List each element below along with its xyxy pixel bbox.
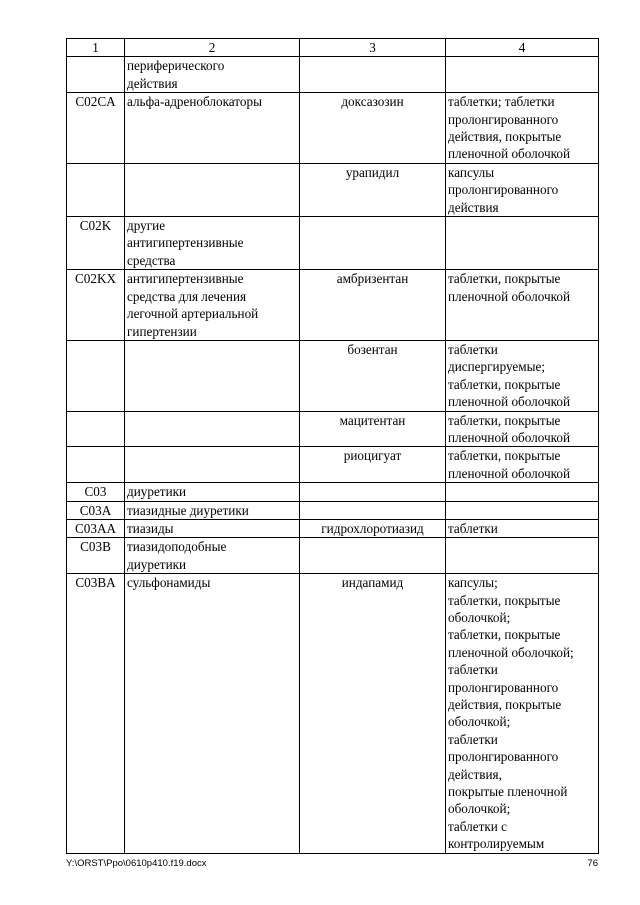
table-row — [67, 411, 599, 447]
cell-group — [125, 411, 300, 447]
cell-drug — [300, 538, 446, 574]
header-cell-3: 3 — [300, 39, 446, 57]
cell-drug — [300, 483, 446, 501]
cell-form — [446, 501, 599, 519]
cell-group: сульфонамиды — [125, 574, 300, 854]
table-row — [67, 447, 599, 483]
cell-code: C02KX — [67, 270, 125, 341]
cell-form: таблетки; таблетки пролонгированного действия, покрытые пленочной оболочкой — [446, 93, 599, 164]
cell-code: C03AA — [67, 519, 125, 537]
cell-drug: амбризентан — [300, 270, 446, 341]
table-row — [67, 574, 599, 854]
cell-code — [67, 163, 125, 216]
table-row — [67, 340, 599, 411]
cell-form — [446, 57, 599, 93]
cell-group: антигипертензивные средства для лечения легочной артериальной гипертензии — [125, 270, 300, 341]
cell-drug: урапидил — [300, 163, 446, 216]
header-cell-4: 4 — [446, 39, 599, 57]
table-row — [67, 93, 599, 164]
cell-group: тиазидоподобные диуретики — [125, 538, 300, 574]
table-row — [67, 217, 599, 270]
header-cell-2: 2 — [125, 39, 300, 57]
cell-drug: мацитентан — [300, 411, 446, 447]
cell-group — [125, 447, 300, 483]
table-row — [67, 483, 599, 501]
table-row — [67, 57, 599, 93]
footer-file-path: Y:\ORST\Ppo\0610p410.f19.docx — [66, 858, 207, 869]
cell-form: капсулы пролонгированного действия — [446, 163, 599, 216]
cell-drug — [300, 57, 446, 93]
cell-code: C02CA — [67, 93, 125, 164]
footer-page-number: 76 — [587, 858, 598, 869]
cell-code: C03BA — [67, 574, 125, 854]
cell-drug: доксазозин — [300, 93, 446, 164]
cell-group: альфа-адреноблокаторы — [125, 93, 300, 164]
cell-code: C03 — [67, 483, 125, 501]
cell-group: другие антигипертензивные средства — [125, 217, 300, 270]
cell-drug — [300, 217, 446, 270]
cell-form: таблетки — [446, 519, 599, 537]
cell-form: таблетки диспергируемые; таблетки, покрытые пленочной оболочкой — [446, 340, 599, 411]
table-row — [67, 501, 599, 519]
cell-code — [67, 411, 125, 447]
drug-table — [66, 38, 599, 854]
cell-form — [446, 483, 599, 501]
cell-code — [67, 447, 125, 483]
cell-form — [446, 538, 599, 574]
cell-form: таблетки, покрытые пленочной оболочкой — [446, 270, 599, 341]
cell-drug: индапамид — [300, 574, 446, 854]
cell-group: тиазидные диуретики — [125, 501, 300, 519]
cell-group: диуретики — [125, 483, 300, 501]
header-cell-1: 1 — [67, 39, 125, 57]
cell-code: C03A — [67, 501, 125, 519]
cell-drug: бозентан — [300, 340, 446, 411]
table-row — [67, 163, 599, 216]
cell-group: тиазиды — [125, 519, 300, 537]
cell-form: таблетки, покрытые пленочной оболочкой — [446, 447, 599, 483]
cell-form: капсулы; таблетки, покрытые оболочкой; таблетки, покрытые пленочной оболочкой; таблетки пролонгированного действия, покрытые оболочкой; таблетки пролонгированного действия, покрытые пленочной оболочкой; таблетки с контролируемым — [446, 574, 599, 854]
table-row — [67, 270, 599, 341]
table-row — [67, 519, 599, 537]
cell-drug: гидрохлоротиазид — [300, 519, 446, 537]
cell-code: C02K — [67, 217, 125, 270]
cell-code — [67, 57, 125, 93]
cell-form: таблетки, покрытые пленочной оболочкой — [446, 411, 599, 447]
cell-group — [125, 163, 300, 216]
cell-form — [446, 217, 599, 270]
cell-code — [67, 340, 125, 411]
cell-drug: риоцигуат — [300, 447, 446, 483]
cell-drug — [300, 501, 446, 519]
header-row — [67, 39, 599, 57]
cell-group — [125, 340, 300, 411]
table-row — [67, 538, 599, 574]
cell-group: периферического действия — [125, 57, 300, 93]
cell-code: C03B — [67, 538, 125, 574]
